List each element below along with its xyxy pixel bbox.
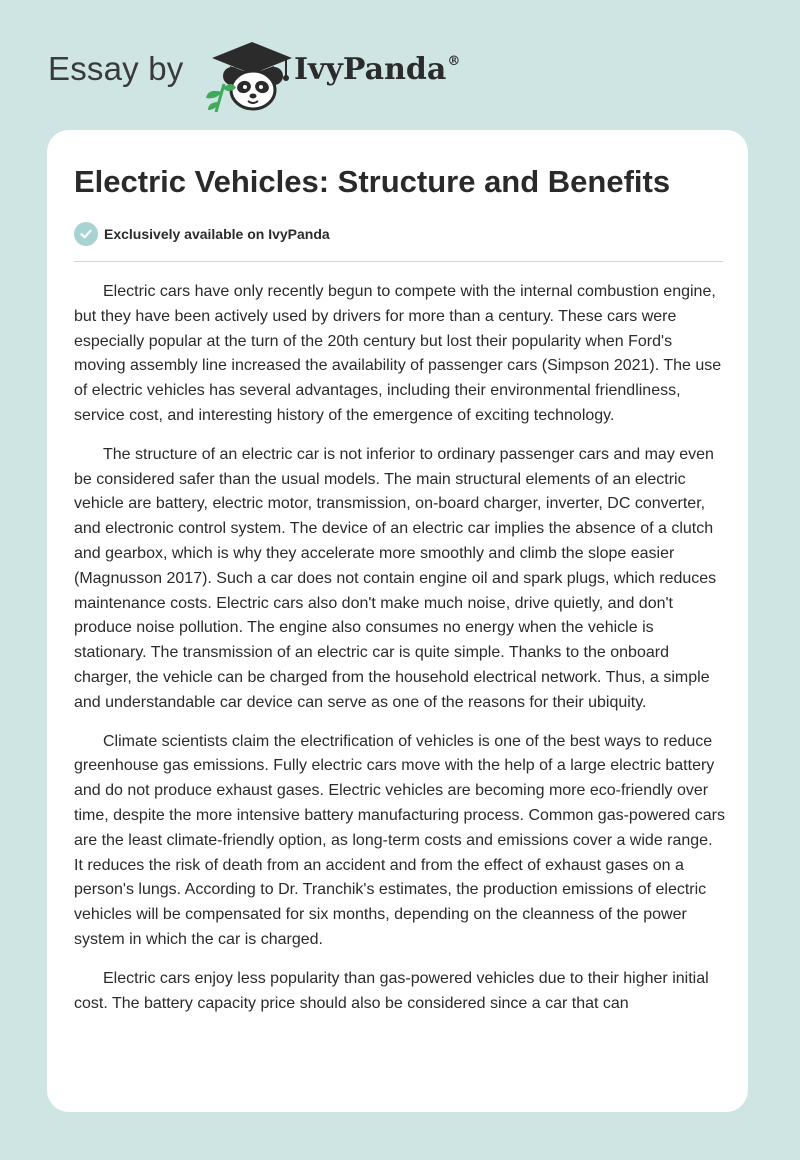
paragraph: Electric cars enjoy less popularity than gas-powered vehicles due to their higher initial cost. The battery capacity price should also be considered since a car that can: [74, 969, 709, 1012]
divider: [74, 261, 723, 262]
page-title: Electric Vehicles: Structure and Benefits: [74, 164, 671, 199]
brand-name: IvyPanda®: [294, 52, 461, 87]
essay-card: [47, 130, 748, 1112]
registered-mark: ®: [447, 54, 461, 69]
badge-text: Exclusively available on IvyPanda: [104, 226, 330, 242]
paragraph: Electric cars have only recently begun to compete with the internal combustion engine, but they have been actively used by drivers for more than a century. These cars were especially popular at the turn of the 20th century but lost their popularity when Ford's moving assembly line increased the availability of passenger cars (Simpson 2021). The use of electric vehicles has several advantages, including their environmental friendliness, service cost, and interesting history of the emergence of exciting technology.: [74, 283, 722, 424]
check-icon: [74, 222, 98, 246]
panda-graduate-logo-icon: [202, 36, 294, 112]
essay-by-label: Essay by: [48, 50, 184, 87]
essay-body: [74, 280, 725, 1030]
paragraph: Climate scientists claim the electrification of vehicles is one of the best ways to reduce greenhouse gas emissions. Fully electric cars move with the help of a large electric battery and do not produce exhaust gases. Electric vehicles are becoming more eco-friendly over time, despite the more intensive battery manufacturing process. Common gas-powered cars are the least climate-friendly option, as long-term costs and emissions cover a wide range. It reduces the risk of death from an accident and from the effect of exhaust gases on a person's lungs. According to Dr. Tranchik's estimates, the production emissions of electric vehicles will be compensated for six months, depending on the cleanness of the power system in which the car is charged.: [74, 732, 725, 948]
site-header: [48, 30, 548, 110]
exclusive-badge: [74, 222, 330, 246]
paragraph: The structure of an electric car is not inferior to ordinary passenger cars and may even be considered safer than the usual models. The main structural elements of an electric vehicle are battery, electric motor, transmission, on-board charger, inverter, DC converter, and electronic control system. The device of an electric car implies the absence of a clutch and gearbox, which is why they accelerate more smoothly and climb the slope easier (Magnusson 2017). Such a car does not contain engine oil and spark plugs, which reduces maintenance costs. Electric cars also don't make much noise, drive quietly, and don't produce noise pollution. The engine also consumes no energy when the vehicle is stationary. The transmission of an electric car is quite simple. Thanks to the onboard charger, the vehicle can be charged from the household electrical network. Thus, a simple and understandable car device can serve as one of the reasons for their ubiquity.: [74, 445, 717, 711]
